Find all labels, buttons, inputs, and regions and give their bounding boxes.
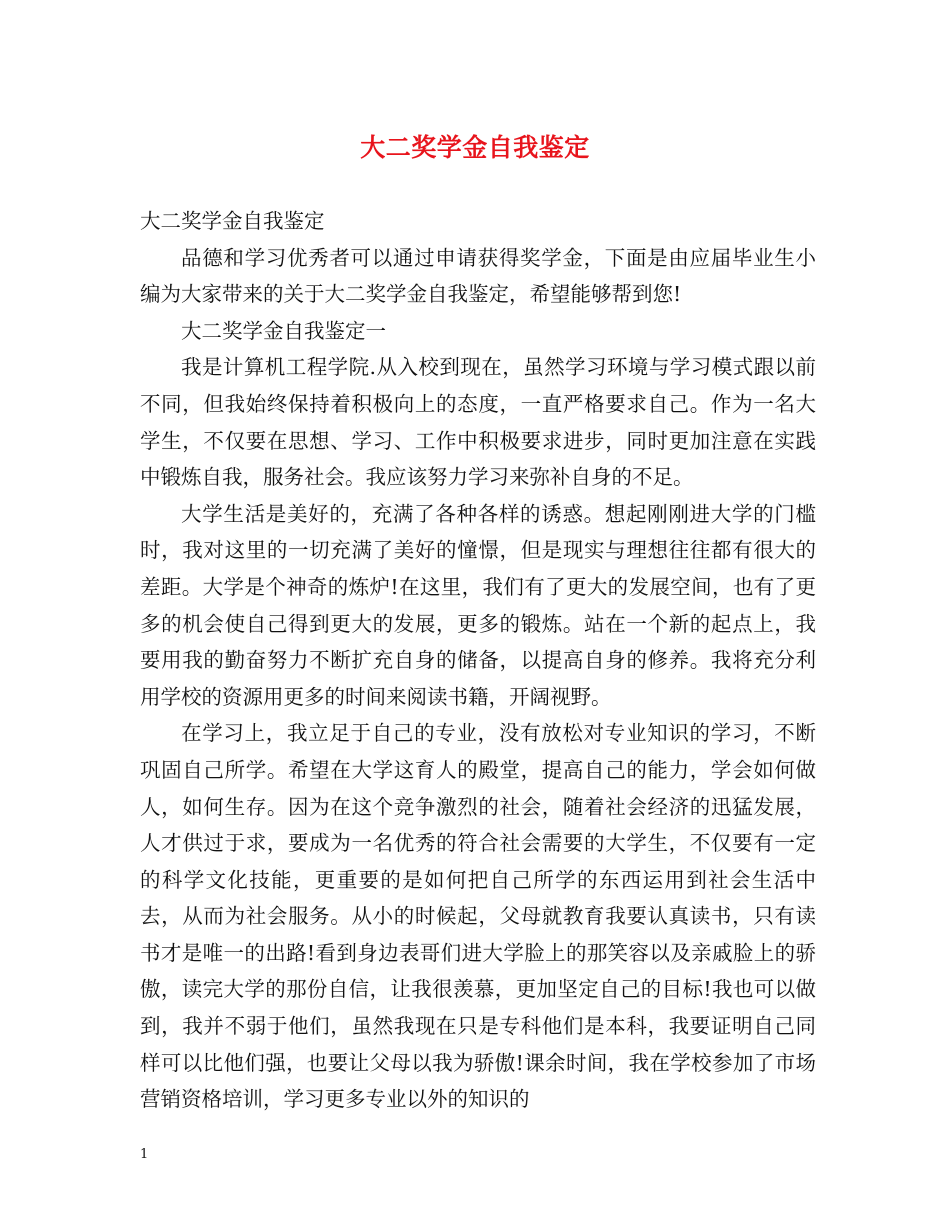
document-title: 大二奖学金自我鉴定 <box>360 133 590 162</box>
page-number: 1 <box>140 1147 149 1162</box>
body-paragraph: 大学生活是美好的，充满了各种各样的诱惑。想起刚刚进大学的门槛时，我对这里的一切充满了美好的憧憬，但是现实与理想往往都有很大的差距。大学是个神奇的炼炉!在这里，我们有了更大的发展空间，也有了更多的机会使自己得到更大的发展，更多的锻炼。站在一个新的起点上，我要用我的勤奋努力不断扩充自身的储备，以提高自身的修养。我将充分利用学校的资源用更多的时间来阅读书籍，开阔视野。 <box>140 501 816 709</box>
body-heading: 大二奖学金自我鉴定 <box>140 209 325 233</box>
intro-paragraph: 品德和学习优秀者可以通过申请获得奖学金，下面是由应届毕业生小编为大家带来的关于大二奖学金自我鉴定，希望能够帮到您! <box>140 245 816 307</box>
document-body <box>140 203 816 1118</box>
body-paragraph: 在学习上，我立足于自己的专业，没有放松对专业知识的学习，不断巩固自己所学。希望在大学这育人的殿堂，提高自己的能力，学会如何做人，如何生存。因为在这个竞争激烈的社会，随着社会经济的迅猛发展，人才供过于求，要成为一名优秀的符合社会需要的大学生，不仅要有一定的科学文化技能，更重要的是如何把自己所学的东西运用到社会生活中去，从而为社会服务。从小的时候起，父母就教育我要认真读书，只有读书才是唯一的出路!看到身边表哥们进大学脸上的那笑容以及亲戚脸上的骄傲，读完大学的那份自信，让我很羡慕，更加坚定自己的目标!我也可以做到，我并不弱于他们，虽然我现在只是专科他们是本科，我要证明自己同样可以比他们强，也要让父母以我为骄傲!课余时间，我在学校参加了市场营销资格培训，学习更多专业以外的知识的 <box>140 721 816 1112</box>
section-heading: 大二奖学金自我鉴定一 <box>181 318 386 343</box>
body-paragraph: 我是计算机工程学院.从入校到现在，虽然学习环境与学习模式跟以前不同，但我始终保持着积极向上的态度，一直严格要求自己。作为一名大学生，不仅要在思想、学习、工作中积极要求进步，同时更加注意在实践中锻炼自我，服务社会。我应该努力学习来弥补自身的不足。 <box>140 355 816 490</box>
